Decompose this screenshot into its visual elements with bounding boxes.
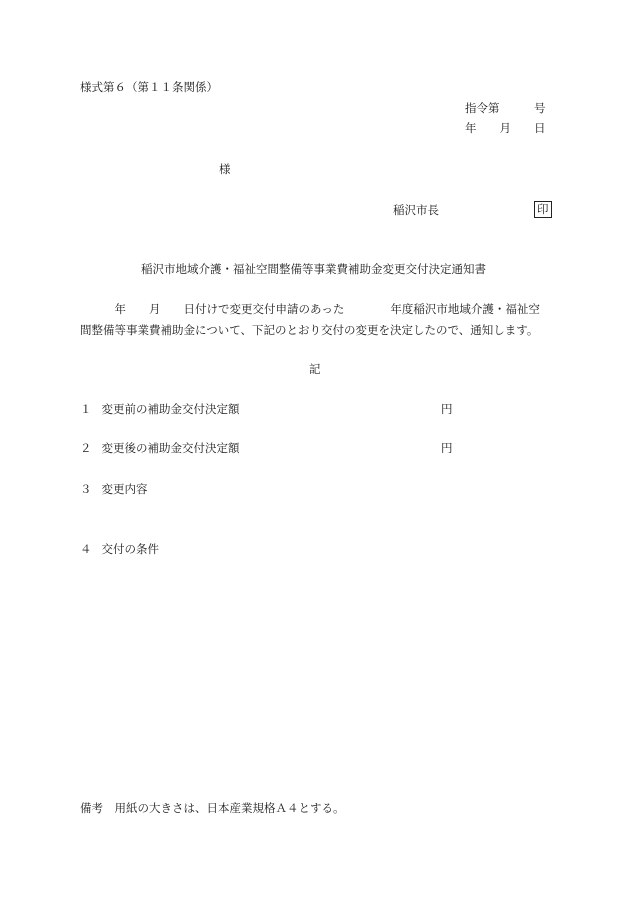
item-1-unit: 円: [441, 402, 453, 416]
ki-heading: 記: [309, 362, 321, 376]
item-number: ３: [80, 482, 92, 496]
issuer-name: 稲沢市長: [393, 203, 439, 217]
item-number: １: [80, 402, 92, 416]
item-2: [80, 441, 240, 456]
item-number: ２: [80, 441, 92, 455]
document-date: 年 月 日: [465, 121, 546, 135]
body-paragraph: 年 月 日付けで変更交付申請のあった 年度稲沢市地域介護・福祉空間整備等事業費補助金について、下記のとおり交付の変更を決定したので、通知します。: [80, 302, 540, 338]
addressee-honorific: 様: [219, 162, 231, 176]
item-4: [80, 542, 159, 557]
item-label: 変更内容: [101, 482, 148, 496]
seal-mark: 印: [534, 201, 552, 218]
item-label: 交付の条件: [101, 542, 159, 556]
official-seal: [534, 201, 552, 218]
item-label: 変更前の補助金交付決定額: [101, 402, 240, 416]
document-title: 稲沢市地域介護・福祉空間整備等事業費補助金変更交付決定通知書: [141, 262, 486, 276]
item-number: ４: [80, 542, 92, 556]
item-3: [80, 482, 148, 497]
form-label: 様式第６（第１１条関係）: [80, 80, 218, 94]
note: 備考 用紙の大きさは、日本産業規格Ａ４とする。: [80, 801, 345, 815]
item-label: 変更後の補助金交付決定額: [101, 441, 240, 455]
document-number: 指令第 号: [465, 101, 546, 115]
item-1: [80, 402, 240, 417]
item-2-unit: 円: [441, 441, 453, 455]
